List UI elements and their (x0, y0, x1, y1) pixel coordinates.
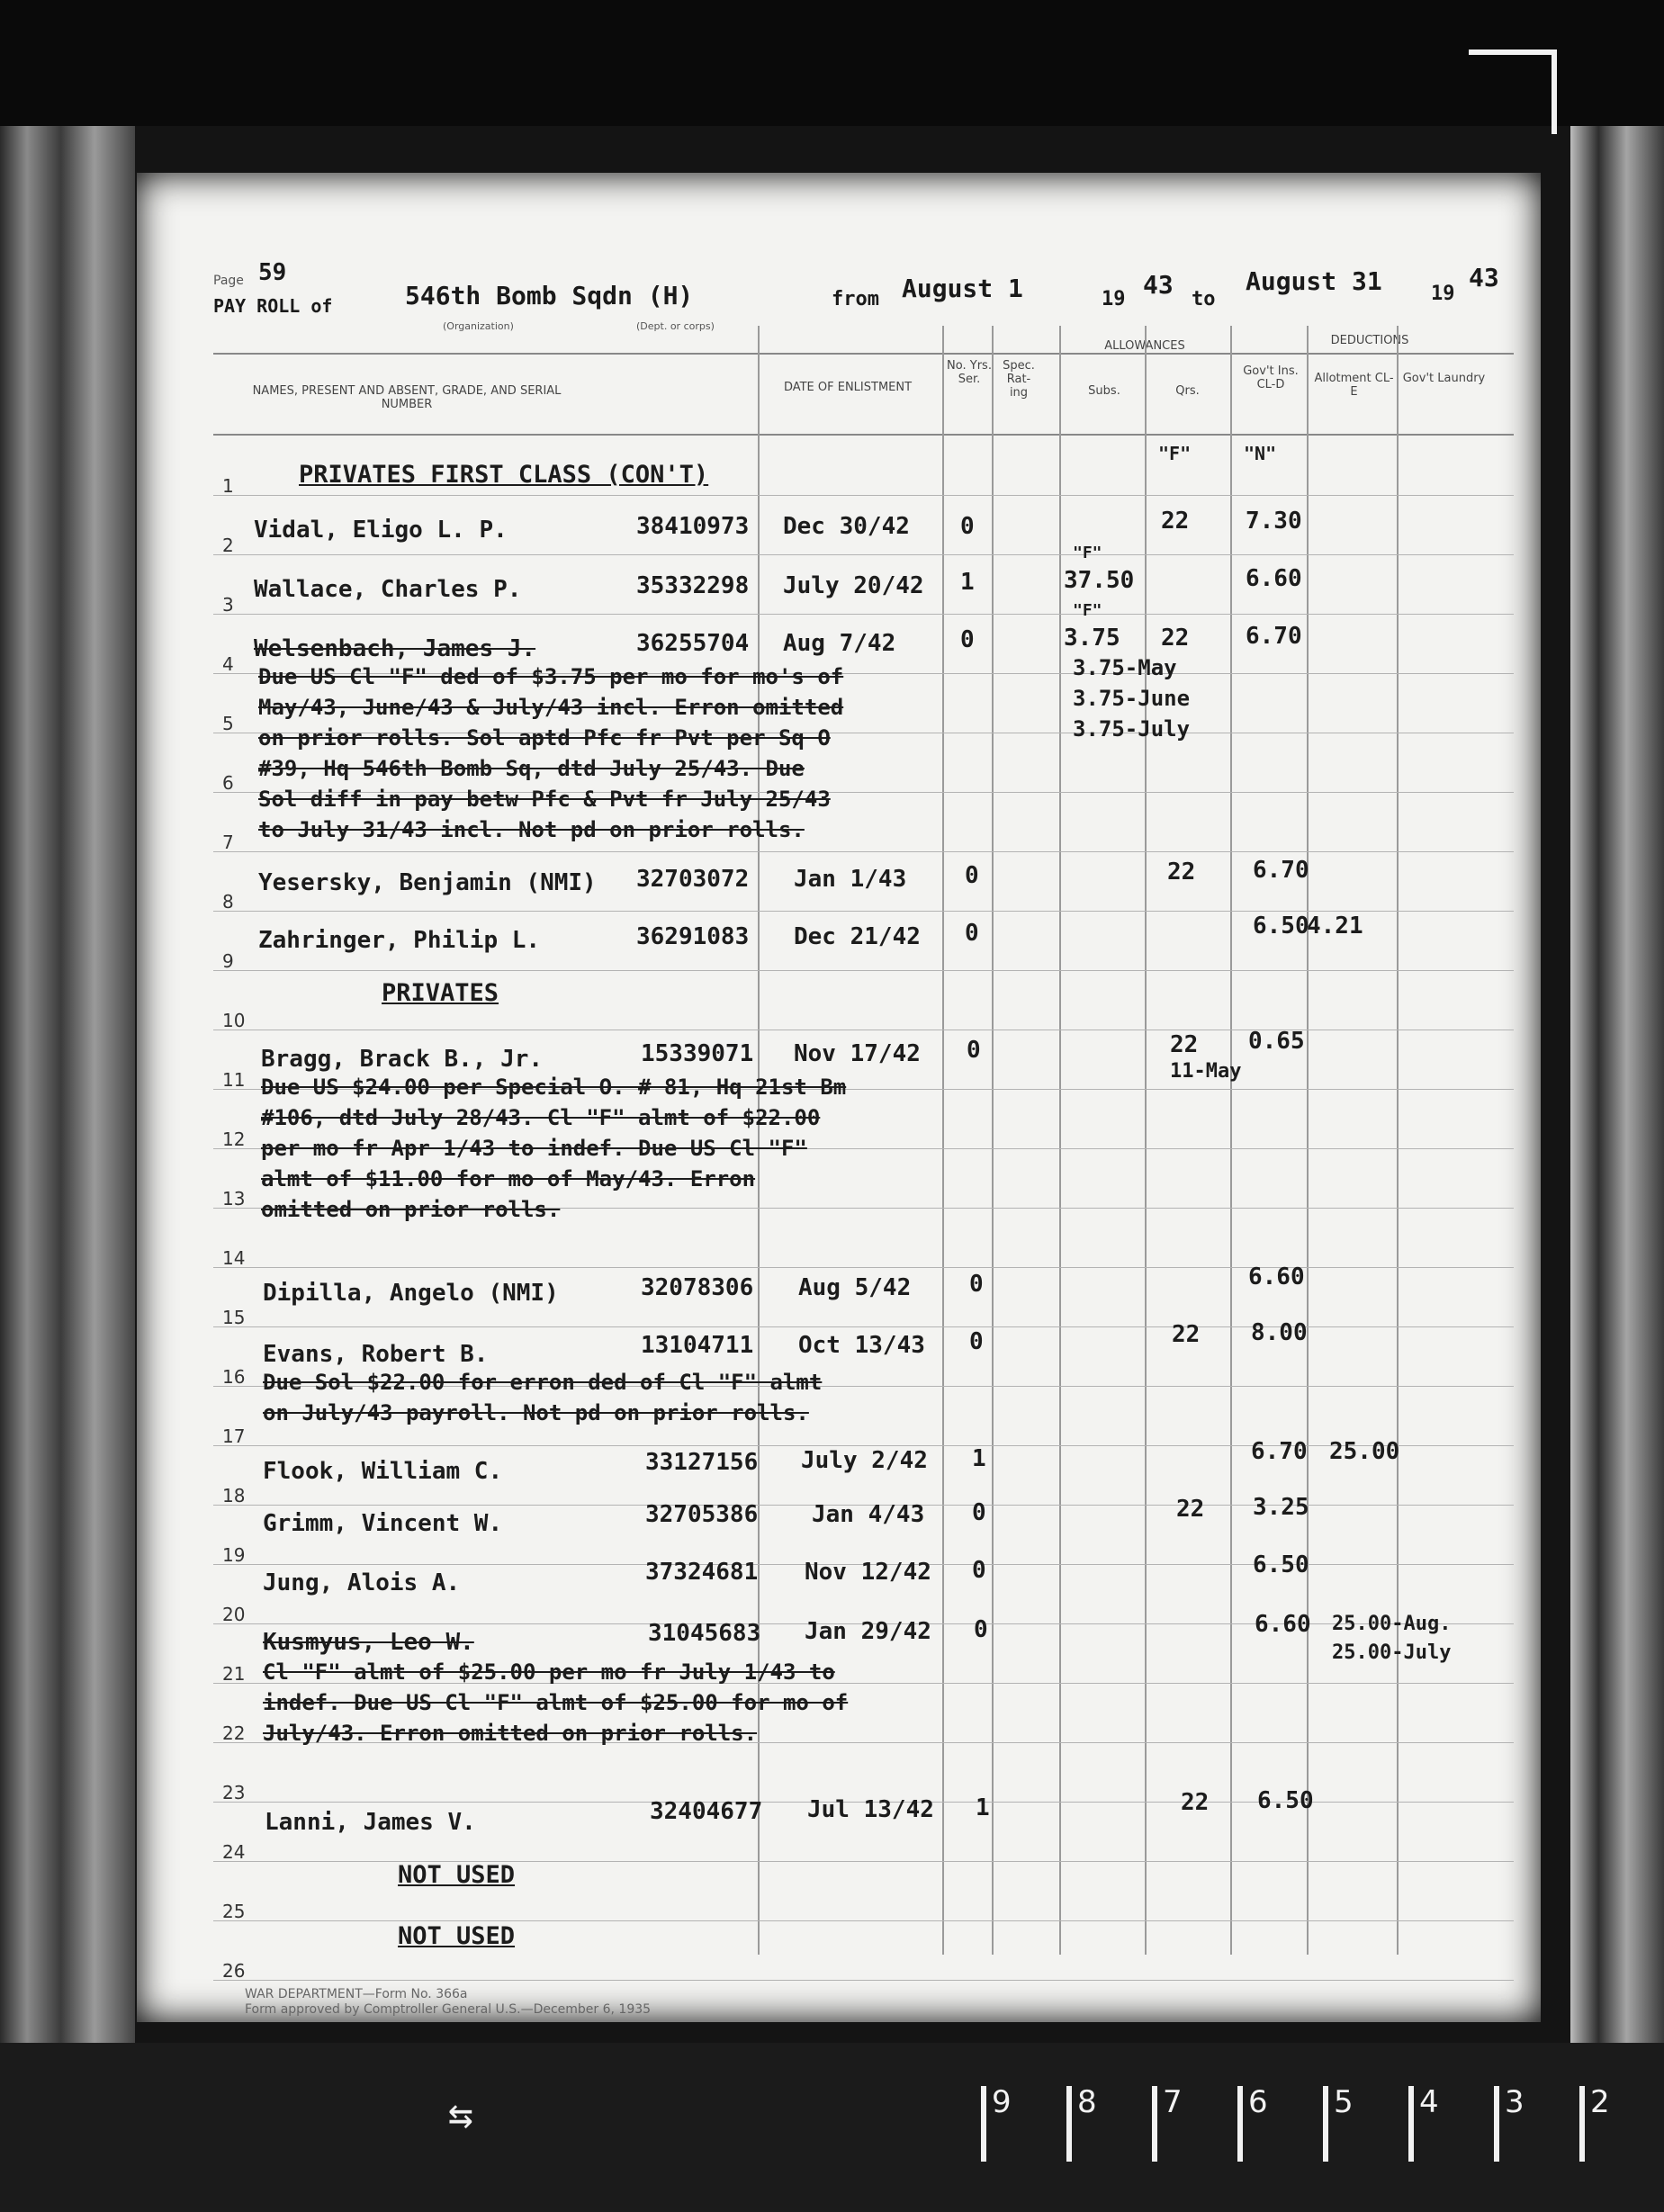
grid-line (992, 326, 994, 1955)
entry-yrs: 1 (960, 569, 975, 596)
entry-date: Aug 7/42 (783, 630, 896, 657)
entry-date: July 2/42 (801, 1447, 928, 1474)
entry-qrs: 22 (1161, 508, 1190, 535)
line-number: 23 (222, 1782, 246, 1803)
row-rule (213, 1980, 1514, 1981)
entry-name: Lanni, James V. (265, 1809, 476, 1836)
entry-note-line: #106, dtd July 28/43. Cl "F" almt of $22.00 (261, 1105, 821, 1130)
entry-note-line: indef. Due US Cl "F" almt of $25.00 for mo of (263, 1690, 849, 1715)
page-label: Page (213, 274, 244, 288)
year-prefix: 19 (1102, 288, 1126, 310)
column-header-deductions: DEDUCTIONS (1330, 334, 1409, 347)
subs-mark: "F" (1073, 544, 1102, 562)
form-footer-line: WAR DEPARTMENT—Form No. 366a (245, 1987, 468, 2001)
grid-line (213, 434, 1514, 436)
line-number: 26 (222, 1960, 246, 1982)
payroll-sheet (137, 173, 1541, 2022)
column-header-spec-rating: Spec. Rat- ing (1003, 359, 1035, 400)
entry-date: July 20/42 (783, 572, 924, 599)
subs-june: 3.75-June (1073, 686, 1191, 711)
entry-ins: 6.70 (1251, 1438, 1308, 1465)
entry-note-line: per mo fr Apr 1/43 to indef. Due US Cl "F" (261, 1136, 807, 1161)
entry-yrs: 0 (960, 513, 975, 540)
entry-name: Vidal, Eligo L. P. (254, 517, 508, 544)
entry-ins: 6.70 (1246, 623, 1302, 650)
entry-yrs: 1 (976, 1794, 990, 1821)
line-number: 7 (222, 832, 234, 853)
entry-serial: 36255704 (636, 630, 750, 657)
entry-ins: 6.50 (1253, 1551, 1309, 1578)
entry-name: Evans, Robert B. (263, 1341, 489, 1368)
subs-july: 3.75-July (1073, 716, 1191, 742)
entry-note-line: #39, Hq 546th Bomb Sq, dtd July 25/43. Due (258, 756, 805, 781)
entry-ins: 6.60 (1246, 565, 1302, 592)
column-header-laundry: Gov't Laundry (1402, 372, 1486, 385)
row-rule (213, 1326, 1514, 1327)
entry-date: Jul 13/42 (807, 1796, 934, 1823)
entry-yrs: 0 (969, 1271, 984, 1298)
entry-ins: 6.60 (1248, 1263, 1305, 1290)
line-number: 12 (222, 1128, 246, 1150)
entry-subs: 37.50 (1064, 567, 1135, 594)
entry-date: Jan 4/43 (812, 1501, 925, 1528)
entry-yrs: 0 (965, 920, 979, 947)
line-number: 22 (222, 1722, 246, 1744)
page-number: 59 (258, 259, 287, 286)
entry-subs: 3.75 (1064, 625, 1120, 652)
not-used-label: NOT USED (398, 1861, 516, 1889)
entry-serial: 36291083 (636, 923, 750, 950)
entry-name: Grimm, Vincent W. (263, 1510, 503, 1537)
column-header-allowances: ALLOWANCES (1104, 339, 1185, 353)
column-header-allotment: Allotment CL-E (1314, 372, 1394, 399)
entry-name: Wallace, Charles P. (254, 576, 522, 603)
not-used-label: NOT USED (398, 1922, 516, 1950)
entry-qrs: 22 (1167, 859, 1196, 886)
form-footer-line: Form approved by Comptroller General U.S.—December 6, 1935 (245, 2001, 652, 2017)
entry-note-line: Due Sol $22.00 for erron ded of Cl "F" almt (263, 1370, 823, 1395)
line-number: 11 (222, 1069, 246, 1091)
entry-date: Aug 5/42 (798, 1274, 912, 1301)
line-number: 10 (222, 1010, 246, 1031)
scale-number: 3 (1494, 2086, 1525, 2162)
section-title-pfc: PRIVATES FIRST CLASS (CON'T) (299, 461, 709, 489)
scale-number: 8 (1066, 2086, 1097, 2162)
scale-number: 5 (1323, 2086, 1354, 2162)
entry-note-line: on prior rolls. Sol aptd Pfc fr Pvt per Sq O (258, 725, 831, 751)
year-prefix: 19 (1431, 283, 1455, 305)
grid-line (1145, 326, 1147, 1955)
column-header-date: DATE OF ENLISTMENT (783, 381, 913, 394)
entry-ins: 0.65 (1248, 1028, 1305, 1055)
scale-number: 9 (981, 2086, 1012, 2162)
entry-note-line: Cl "F" almt of $25.00 per mo fr July 1/43 to (263, 1659, 835, 1685)
entry-ins: 6.70 (1253, 857, 1309, 884)
grid-line (1307, 326, 1309, 1955)
entry-allotment: 25.00 (1329, 1438, 1400, 1465)
entry-serial: 35332298 (636, 572, 750, 599)
scale-number: 7 (1152, 2086, 1183, 2162)
entry-qrs: 22 (1176, 1496, 1205, 1523)
entry-note-line: May/43, June/43 & July/43 incl. Erron omitted (258, 695, 844, 720)
grid-line (1059, 326, 1061, 1955)
entry-ins: 8.00 (1251, 1319, 1308, 1346)
entry-name: Zahringer, Philip L. (258, 927, 541, 954)
grid-line (942, 326, 944, 1955)
entry-date: Jan 29/42 (805, 1618, 931, 1645)
entry-yrs: 0 (969, 1328, 984, 1355)
entry-serial: 37324681 (645, 1559, 759, 1586)
to-date: August 31 (1246, 266, 1382, 296)
entry-name: Yesersky, Benjamin (NMI) (258, 869, 597, 896)
entry-serial: 32705386 (645, 1501, 759, 1528)
line-number: 24 (222, 1841, 246, 1863)
entry-ins: 6.50 (1257, 1787, 1314, 1814)
entry-serial: 32404677 (650, 1798, 763, 1825)
entry-serial: 33127156 (645, 1449, 759, 1476)
year: 43 (1143, 270, 1174, 300)
line-number: 20 (222, 1604, 246, 1625)
scale-number: 2 (1579, 2086, 1610, 2162)
entry-ins: 3.25 (1253, 1494, 1309, 1521)
payroll-label: PAY ROLL of (213, 295, 333, 317)
entry-qrs: 22 (1181, 1789, 1210, 1816)
allotment-july: 25.00-July (1332, 1641, 1452, 1664)
entry-note-line: Sol diff in pay betw Pfc & Pvt fr July 25/43 (258, 787, 831, 812)
film-right-border (1570, 126, 1664, 2212)
entry-ins: 6.50 (1253, 913, 1309, 940)
line-number: 18 (222, 1485, 246, 1506)
scale-number: 4 (1408, 2086, 1439, 2162)
entry-qrs: 22 (1172, 1321, 1201, 1348)
entry-name: Dipilla, Angelo (NMI) (263, 1280, 559, 1307)
organization-caption: (Organization) (443, 320, 514, 332)
line-number: 21 (222, 1663, 246, 1685)
line-number: 8 (222, 891, 234, 913)
entry-yrs: 0 (972, 1557, 986, 1584)
entry-yrs: 0 (967, 1037, 981, 1064)
line-number: 15 (222, 1307, 246, 1328)
entry-yrs: 0 (960, 626, 975, 653)
entry-name: Kusmyus, Leo W. (263, 1629, 474, 1656)
entry-serial: 32078306 (641, 1274, 754, 1301)
row-rule (213, 970, 1514, 971)
line-number: 9 (222, 950, 234, 972)
entry-date: Dec 21/42 (794, 923, 921, 950)
column-header-qrs: Qrs. (1175, 384, 1200, 398)
qrs-may: 11-May (1170, 1060, 1242, 1083)
entry-allotment: 4.21 (1307, 913, 1363, 940)
from-label: from (832, 288, 879, 310)
to-label: to (1192, 288, 1216, 310)
entry-yrs: 0 (965, 862, 979, 889)
line-number: 6 (222, 772, 234, 794)
line-number: 19 (222, 1544, 246, 1566)
film-corner-mark (1469, 49, 1557, 134)
column-header-yrs-ser: No. Yrs. Ser. (947, 359, 992, 386)
line-number: 3 (222, 594, 234, 616)
column-header-subs: Subs. (1088, 384, 1120, 398)
entry-serial: 31045683 (648, 1620, 761, 1647)
row-rule (213, 614, 1514, 615)
qrs-mark: "F" (1158, 443, 1192, 464)
row-rule (213, 554, 1514, 555)
line-number: 2 (222, 535, 234, 556)
entry-yrs: 0 (972, 1499, 986, 1526)
line-number: 1 (222, 475, 234, 497)
entry-note-line: to July 31/43 incl. Not pd on prior rolls. (258, 817, 805, 842)
entry-date: Dec 30/42 (783, 513, 910, 540)
year: 43 (1469, 263, 1499, 292)
entry-yrs: 1 (972, 1445, 986, 1472)
entry-note-line: almt of $11.00 for mo of May/43. Erron (261, 1166, 756, 1191)
from-date: August 1 (902, 274, 1023, 303)
line-number: 13 (222, 1188, 246, 1209)
entry-serial: 15339071 (641, 1040, 754, 1067)
entry-note-line: July/43. Erron omitted on prior rolls. (263, 1721, 758, 1746)
row-rule (213, 1445, 1514, 1446)
entry-name: Welsenbach, James J. (254, 635, 536, 662)
entry-note-line: Due US $24.00 per Special O. # 81, Hq 21st Bm (261, 1075, 847, 1100)
entry-note-line: Due US Cl "F" ded of $3.75 per mo for mo's of (258, 664, 844, 689)
row-rule (213, 1267, 1514, 1268)
entry-ins: 7.30 (1246, 508, 1302, 535)
row-rule (213, 851, 1514, 852)
entry-note-line: on July/43 payroll. Not pd on prior rolls. (263, 1400, 809, 1425)
grid-line (213, 353, 1514, 355)
subs-mark: "F" (1073, 601, 1102, 620)
line-number: 5 (222, 713, 234, 734)
line-number: 14 (222, 1247, 246, 1269)
row-rule (213, 495, 1514, 496)
entry-date: Nov 12/42 (805, 1559, 931, 1586)
line-number: 4 (222, 653, 234, 675)
section-title-privates: PRIVATES (382, 979, 499, 1007)
form-footer (245, 1987, 651, 2018)
entry-name: Jung, Alois A. (263, 1569, 461, 1596)
film-frame-marker-icon: ⇆ (448, 2090, 473, 2138)
scale-number: 6 (1237, 2086, 1268, 2162)
entry-date: Oct 13/43 (798, 1332, 925, 1359)
entry-name: Bragg, Brack B., Jr. (261, 1046, 544, 1073)
organization: 546th Bomb Sqdn (H) (405, 281, 694, 310)
entry-note-line: omitted on prior rolls. (261, 1197, 561, 1222)
grid-line (1397, 326, 1399, 1955)
entry-qrs: 22 (1161, 625, 1190, 652)
line-number: 25 (222, 1901, 246, 1922)
entry-qrs: 22 (1170, 1031, 1199, 1058)
film-left-border (0, 126, 135, 2212)
entry-serial: 38410973 (636, 513, 750, 540)
entry-serial: 32703072 (636, 866, 750, 893)
line-number: 16 (222, 1366, 246, 1388)
entry-yrs: 0 (974, 1616, 988, 1643)
grid-line (1230, 326, 1232, 1955)
column-header-names: NAMES, PRESENT AND ABSENT, GRADE, AND SERIAL NUMBER (252, 384, 562, 411)
subs-may: 3.75-May (1073, 655, 1177, 680)
entry-serial: 13104711 (641, 1332, 754, 1359)
film-top-border (0, 0, 1664, 126)
entry-name: Flook, William C. (263, 1458, 503, 1485)
entry-allotment: 25.00-Aug. (1332, 1613, 1452, 1635)
line-number: 17 (222, 1425, 246, 1447)
column-header-govt-ins: Gov't Ins. CL-D (1243, 364, 1299, 391)
entry-ins: 6.60 (1255, 1611, 1311, 1638)
ins-mark: "N" (1244, 443, 1277, 464)
film-frame-scale (981, 2086, 1629, 2162)
row-rule (213, 1920, 1514, 1921)
dept-caption: (Dept. or corps) (636, 320, 715, 332)
row-rule (213, 911, 1514, 912)
entry-date: Nov 17/42 (794, 1040, 921, 1067)
entry-date: Jan 1/43 (794, 866, 907, 893)
